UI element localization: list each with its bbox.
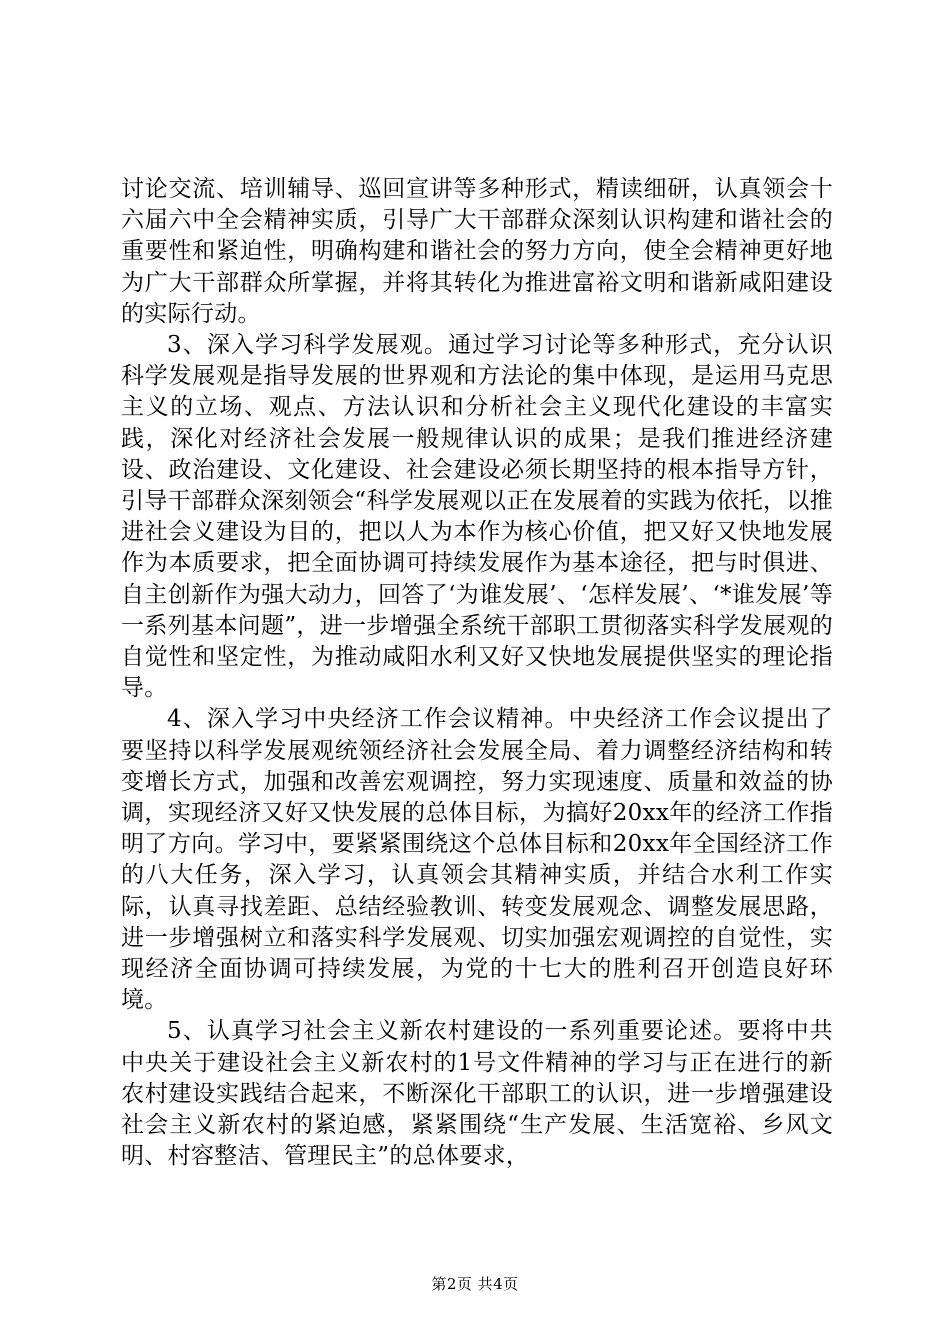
- paragraph-item-5: 5、认真学习社会主义新农村建设的一系列重要论述。要将中共中央关于建设社会主义新农村的1号文件精神的学习与正在进行的新农村建设实践结合起来，不断深化干部职工的认识，进一步增强建设社会主义新农村的紧迫感，紧紧围绕“生产发展、生活宽裕、乡风文明、村容整洁、管理民主”的总体要求，: [121, 1018, 833, 1170]
- paragraph-item-3: 3、深入学习科学发展观。通过学习讨论等多种形式，充分认识科学发展观是指导发展的世界观和方法论的集中体现，是运用马克思主义的立场、观点、方法认识和分析社会主义现代化建设的丰富实践，深化对经济社会发展一般规律认识的成果；是我们推进经济建设、政治建设、文化建设、社会建设必须长期坚持的根本指导方针，引导干部群众深刻领会“科学发展观以正在发展着的实践为依托，以推进社会义建设为目的，把以人为本作为核心价值，把又好又快地发展作为本质要求，把全面协调可持续发展作为基本途径，把与时俱进、自主创新作为强大动力，回答了‘为谁发展’、‘怎样发展’、‘*谁发展’等一系列基本问题”，进一步增强全系统干部职工贯彻落实科学发展观的自觉性和坚定性，为推动咸阳水利又好又快地发展提供坚实的理论指导。: [121, 332, 833, 702]
- paragraph-item-4: 4、深入学习中央经济工作会议精神。中央经济工作会议提出了要坚持以科学发展观统领经济社会发展全局、着力调整经济结构和转变增长方式，加强和改善宏观调控，努力实现速度、质量和效益的协调，实现经济又好又快发展的总体目标，为搞好20xx年的经济工作指明了方向。学习中，要紧紧围绕这个总体目标和20xx年全国经济工作的八大任务，深入学习，认真领会其精神实质，并结合水利工作实际，认真寻找差距、总结经验教训、转变发展观念、调整发展思路，进一步增强树立和落实科学发展观、切实加强宏观调控的自觉性，实现经济全面协调可持续发展，为党的十七大的胜利召开创造良好环境。: [121, 706, 833, 1014]
- page-number-footer: 第2页 共4页: [431, 1275, 519, 1293]
- document-body: [121, 174, 833, 1173]
- paragraph-continuation: 讨论交流、培训辅导、巡回宣讲等多种形式，精读细研，认真领会十六届六中全会精神实质，引导广大干部群众深刻认识构建和谐社会的重要性和紧迫性，明确构建和谐社会的努力方向，使全会精神更好地为广大干部群众所掌握，并将其转化为推进富裕文明和谐新咸阳建设的实际行动。: [121, 176, 833, 327]
